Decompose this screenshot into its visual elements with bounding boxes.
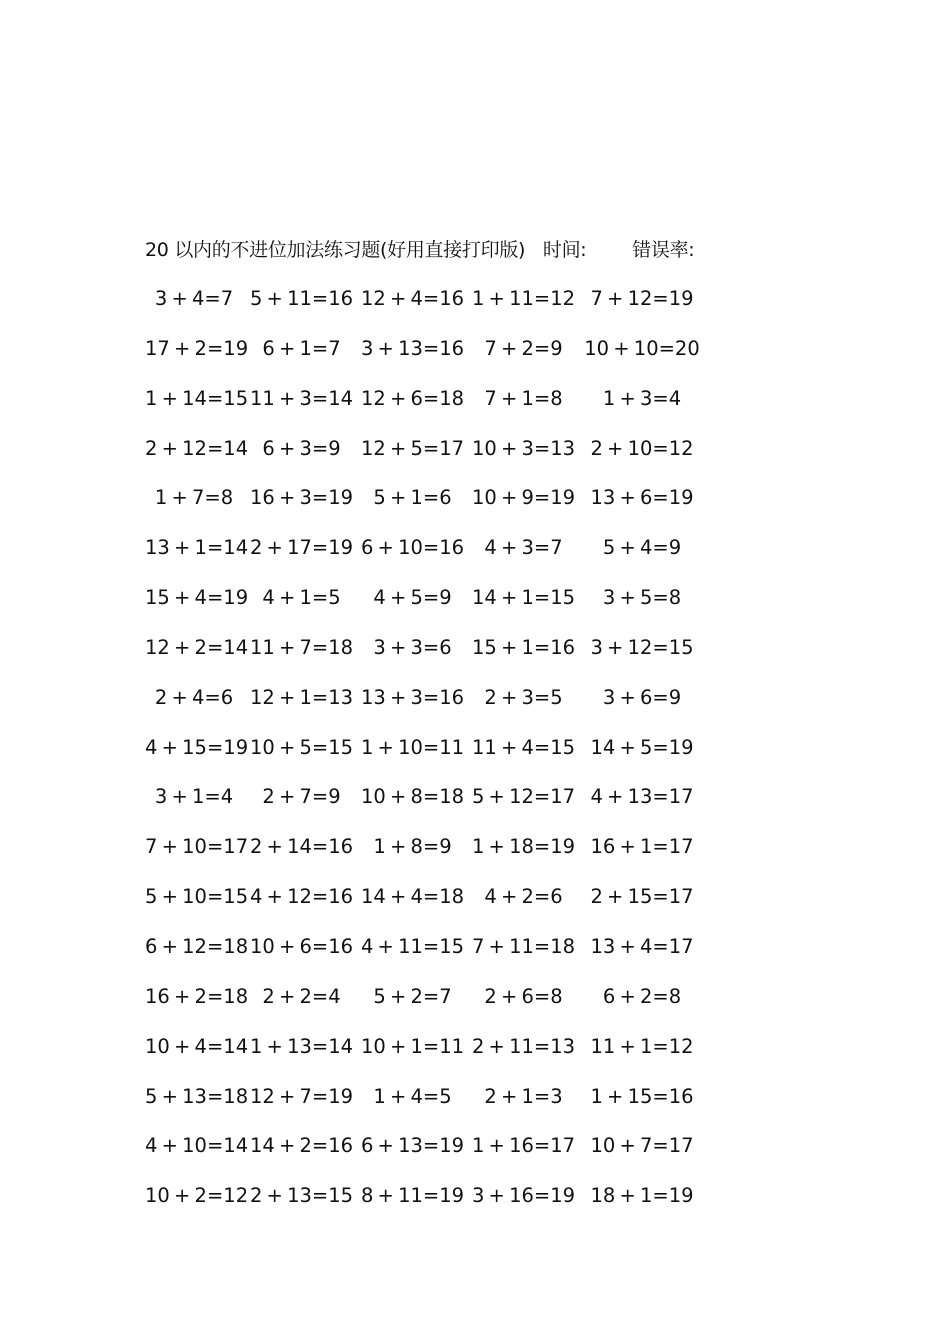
problem-cell: 1 + 10=11 — [360, 735, 465, 759]
problem-cell: 2 + 6=8 — [484, 984, 563, 1008]
problem-cell: 16 + 2=18 — [145, 984, 249, 1008]
problem-cell: 10 + 4=14 — [145, 1034, 249, 1058]
problem-cell: 4 + 5=9 — [373, 586, 452, 610]
problem-cell: 5 + 2=7 — [373, 984, 452, 1008]
problem-cell: 12 + 7=19 — [249, 1084, 354, 1108]
problem-cell: 5 + 13=18 — [145, 1084, 249, 1108]
problem-cell: 14 + 1=15 — [471, 586, 576, 610]
problem-row — [145, 386, 705, 436]
problem-cell: 10 + 2=12 — [145, 1184, 249, 1208]
problem-cell: 3 + 3=6 — [373, 635, 452, 659]
problem-row — [145, 1034, 705, 1084]
problem-cell: 11 + 4=15 — [471, 735, 576, 759]
problem-cell: 4 + 13=17 — [590, 785, 694, 809]
problem-cell: 3 + 12=15 — [590, 635, 694, 659]
problem-cell: 11 + 1=12 — [590, 1034, 694, 1058]
problem-cell: 10 + 10=20 — [584, 336, 700, 360]
problem-cell: 12 + 4=16 — [360, 287, 465, 310]
problem-cell: 13 + 4=17 — [590, 934, 694, 958]
problem-cell: 4 + 2=6 — [484, 885, 563, 909]
problem-row — [145, 336, 705, 386]
problem-cell: 6 + 12=18 — [145, 934, 249, 958]
problem-row — [145, 635, 705, 685]
problem-cell: 3 + 13=16 — [360, 336, 465, 360]
problem-cell: 1 + 14=15 — [145, 386, 249, 410]
problem-cell: 7 + 2=9 — [484, 336, 563, 360]
problem-cell: 2 + 12=14 — [145, 436, 249, 460]
problem-cell: 7 + 12=19 — [590, 287, 694, 310]
problem-cell: 4 + 11=15 — [360, 934, 465, 958]
problem-cell: 2 + 15=17 — [590, 885, 694, 909]
problem-row — [145, 436, 705, 486]
problem-cell: 4 + 15=19 — [145, 735, 249, 759]
problem-row — [145, 1133, 705, 1183]
problem-grid — [145, 286, 705, 1233]
problem-cell: 2 + 7=9 — [262, 785, 341, 809]
problem-cell: 10 + 1=11 — [360, 1034, 465, 1058]
problem-cell: 6 + 2=8 — [602, 984, 682, 1008]
problem-cell: 6 + 13=19 — [360, 1134, 465, 1158]
problem-cell: 1 + 3=4 — [602, 386, 682, 410]
problem-cell: 17 + 2=19 — [145, 336, 249, 360]
problem-cell: 1 + 16=17 — [471, 1134, 576, 1158]
error-rate-label: 错误率: — [632, 239, 695, 261]
problem-row — [145, 784, 705, 834]
problem-cell: 13 + 1=14 — [145, 536, 249, 560]
worksheet-title: 20 以内的不进位加法练习题(好用直接打印版) — [145, 239, 526, 261]
problem-row — [145, 535, 705, 585]
problem-row — [145, 884, 705, 934]
problem-cell: 5 + 1=6 — [373, 486, 452, 510]
problem-row — [145, 834, 705, 884]
problem-cell: 13 + 3=16 — [360, 685, 465, 709]
problem-cell: 10 + 3=13 — [471, 436, 576, 460]
problem-cell: 7 + 10=17 — [145, 835, 249, 859]
problem-cell: 4 + 1=5 — [262, 586, 341, 610]
problem-cell: 2 + 14=16 — [249, 835, 354, 859]
problem-cell: 10 + 6=16 — [249, 934, 354, 958]
problem-cell: 7 + 1=8 — [484, 386, 563, 410]
problem-cell: 15 + 4=19 — [145, 586, 249, 610]
problem-cell: 5 + 10=15 — [145, 885, 249, 909]
problem-cell: 2 + 1=3 — [484, 1084, 563, 1108]
problem-cell: 5 + 4=9 — [602, 536, 682, 560]
problem-cell: 3 + 6=9 — [602, 685, 682, 709]
problem-cell: 6 + 1=7 — [262, 336, 341, 360]
problem-cell: 1 + 8=9 — [373, 835, 452, 859]
problem-cell: 3 + 5=8 — [602, 586, 682, 610]
problem-cell: 2 + 10=12 — [590, 436, 694, 460]
problem-cell: 1 + 18=19 — [471, 835, 576, 859]
problem-cell: 12 + 6=18 — [360, 386, 465, 410]
problem-cell: 14 + 4=18 — [360, 885, 465, 909]
problem-cell: 10 + 5=15 — [249, 735, 354, 759]
problem-cell: 1 + 13=14 — [249, 1034, 354, 1058]
problem-cell: 4 + 3=7 — [484, 536, 563, 560]
worksheet-header — [145, 237, 694, 263]
problem-cell: 5 + 11=16 — [249, 287, 354, 310]
problem-cell: 12 + 1=13 — [249, 685, 354, 709]
problem-cell: 14 + 5=19 — [590, 735, 694, 759]
problem-cell: 12 + 2=14 — [145, 635, 249, 659]
problem-cell: 13 + 6=19 — [590, 486, 694, 510]
problem-cell: 16 + 3=19 — [249, 486, 354, 510]
problem-row — [145, 984, 705, 1034]
problem-cell: 2 + 17=19 — [249, 536, 354, 560]
time-label: 时间: — [542, 239, 587, 261]
problem-row — [145, 585, 705, 635]
problem-cell: 16 + 1=17 — [590, 835, 694, 859]
problem-cell: 1 + 11=12 — [471, 287, 576, 310]
problem-cell: 3 + 1=4 — [154, 785, 234, 809]
problem-cell: 3 + 16=19 — [471, 1184, 576, 1208]
problem-cell: 5 + 12=17 — [471, 785, 576, 809]
problem-cell: 2 + 2=4 — [262, 984, 341, 1008]
problem-cell: 4 + 12=16 — [249, 885, 354, 909]
problem-cell: 2 + 3=5 — [484, 685, 563, 709]
problem-cell: 11 + 7=18 — [249, 635, 354, 659]
problem-cell: 12 + 5=17 — [360, 436, 465, 460]
problem-cell: 8 + 11=19 — [360, 1184, 465, 1208]
problem-cell: 6 + 10=16 — [360, 536, 465, 560]
problem-row — [145, 735, 705, 785]
problem-row — [145, 1084, 705, 1134]
problem-row — [145, 286, 705, 336]
problem-cell: 10 + 7=17 — [590, 1134, 694, 1158]
problem-cell: 2 + 13=15 — [249, 1184, 354, 1208]
problem-cell: 7 + 11=18 — [471, 934, 576, 958]
problem-cell: 6 + 3=9 — [262, 436, 341, 460]
problem-cell: 10 + 8=18 — [360, 785, 465, 809]
problem-cell: 14 + 2=16 — [249, 1134, 354, 1158]
problem-cell: 18 + 1=19 — [590, 1184, 694, 1208]
problem-cell: 4 + 10=14 — [145, 1134, 249, 1158]
problem-row — [145, 1183, 705, 1233]
problem-row — [145, 934, 705, 984]
problem-cell: 2 + 4=6 — [154, 685, 234, 709]
problem-cell: 15 + 1=16 — [471, 635, 576, 659]
problem-cell: 10 + 9=19 — [471, 486, 576, 510]
problem-row — [145, 485, 705, 535]
problem-cell: 2 + 11=13 — [471, 1034, 576, 1058]
problem-cell: 3 + 4=7 — [154, 287, 234, 310]
problem-cell: 11 + 3=14 — [249, 386, 354, 410]
problem-row — [145, 685, 705, 735]
problem-cell: 1 + 4=5 — [373, 1084, 452, 1108]
problem-cell: 1 + 7=8 — [154, 486, 234, 510]
problem-cell: 1 + 15=16 — [590, 1084, 694, 1108]
